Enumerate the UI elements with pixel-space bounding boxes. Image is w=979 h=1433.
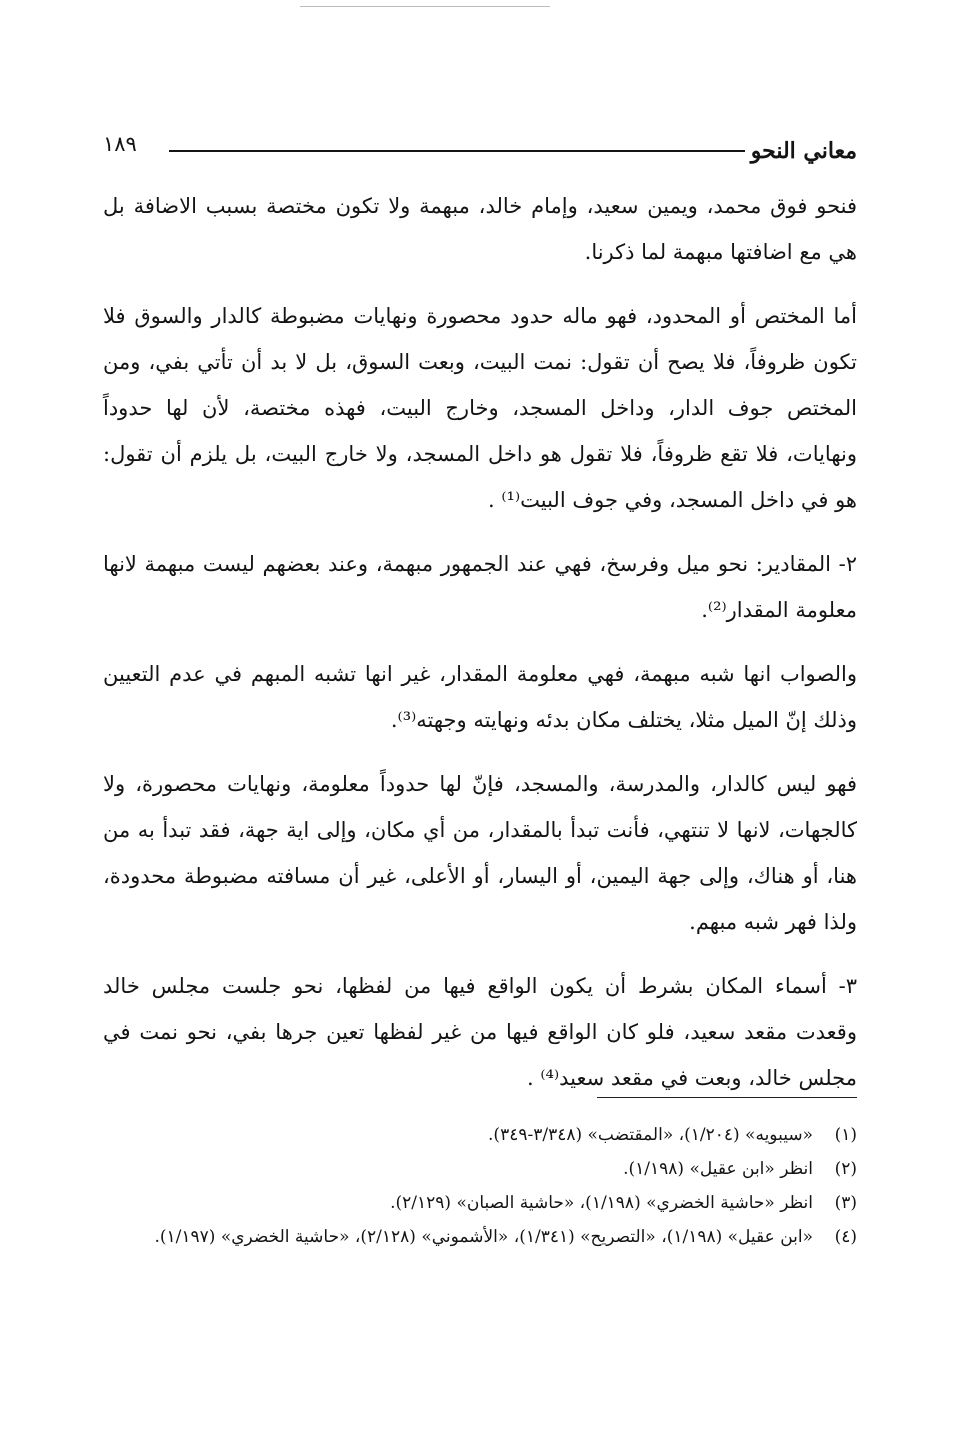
paragraph: أما المختص أو المحدود، فهو ماله حدود محصورة ونهايات مضبوطة كالدار والسوق فلا تكون ظروفاً، فلا يصح أن تقول: نمت البيت، وبعت السوق، بل لا بد أن تأتي بفي، ومن المختص جوف الدار، وداخل المسجد، وخارج البيت، فهذه مختصة، لأن لها حدوداً ونهايات، فلا تقع ظروفاً، فلا تقول هو داخل المسجد، ولا خارج البيت، بل يلزم أن تقول: هو في داخل المسجد، وفي جوف البيت⁽¹⁾ . xyxy=(103,304,857,512)
footnote-number: (٢) xyxy=(834,1159,857,1179)
paragraph: فنحو فوق محمد، ويمين سعيد، وإمام خالد، مبهمة ولا تكون مختصة بسبب الاضافة بل هي مع اضافتها مبهمة لما ذكرنا. xyxy=(103,194,857,264)
paragraph: ٢- المقادير: نحو ميل وفرسخ، فهي عند الجمهور مبهمة، وعند بعضهم ليست مبهمة لانها معلومة المقدار⁽²⁾. xyxy=(103,552,857,622)
paragraph: والصواب انها شبه مبهمة، فهي معلومة المقدار، غير انها تشبه المبهم في عدم التعيين وذلك إنّ الميل مثلا، يختلف مكان بدئه ونهايته وجهته⁽³⁾. xyxy=(103,662,857,732)
footnotes xyxy=(103,1118,857,1254)
footnote xyxy=(103,1220,857,1254)
footnote-text: «ابن عقيل» (١/١٩٨)، «التصريح» (١/٣٤١)، «الأشموني» (٢/١٢٨)، «حاشية الخضري» (١/١٩٧). xyxy=(154,1227,813,1247)
footnote-text: انظر «ابن عقيل» (١/١٩٨). xyxy=(623,1159,813,1179)
running-head: معاني النحو xyxy=(750,138,857,164)
footnote-number: (١) xyxy=(834,1125,857,1145)
paragraph: فهو ليس كالدار، والمدرسة، والمسجد، فإنّ لها حدوداً معلومة، ونهايات محصورة، ولا كالجهات، لانها لا تنتهي، فأنت تبدأ بالمقدار، من أي مكان، وإلى اية جهة، فقد تبدأ به من هنا، أو هناك، وإلى جهة اليمين، أو اليسار، أو الأعلى، غير أن مسافته مضبوطة محدودة، ولذا فهر شبه مبهم. xyxy=(103,772,857,934)
header-rule xyxy=(169,150,745,152)
footnote-number: (٣) xyxy=(834,1193,857,1213)
footnote-text: انظر «حاشية الخضري» (١/١٩٨)، «حاشية الصبان» (٢/١٢٩). xyxy=(390,1193,813,1213)
page-number: ١٨٩ xyxy=(103,132,137,156)
footnote-text: «سيبويه» (١/٢٠٤)، «المقتضب» (٣/٣٤٨-٣٤٩). xyxy=(488,1125,813,1145)
footnote xyxy=(103,1118,857,1152)
footnote-separator xyxy=(597,1097,857,1098)
footnote xyxy=(103,1152,857,1186)
paragraph: ٣- أسماء المكان بشرط أن يكون الواقع فيها من لفظها، نحو جلست مجلس خالد وقعدت مقعد سعيد، فلو كان الواقع فيها من غير لفظها تعين جرها بفي، نحو نمت في مجلس خالد، وبعت في مقعد سعيد⁽⁴⁾ . xyxy=(103,974,857,1090)
page-header xyxy=(103,132,857,172)
body-text xyxy=(103,183,857,1119)
top-edge-rule xyxy=(300,6,550,7)
footnote-number: (٤) xyxy=(834,1227,857,1247)
footnote xyxy=(103,1186,857,1220)
